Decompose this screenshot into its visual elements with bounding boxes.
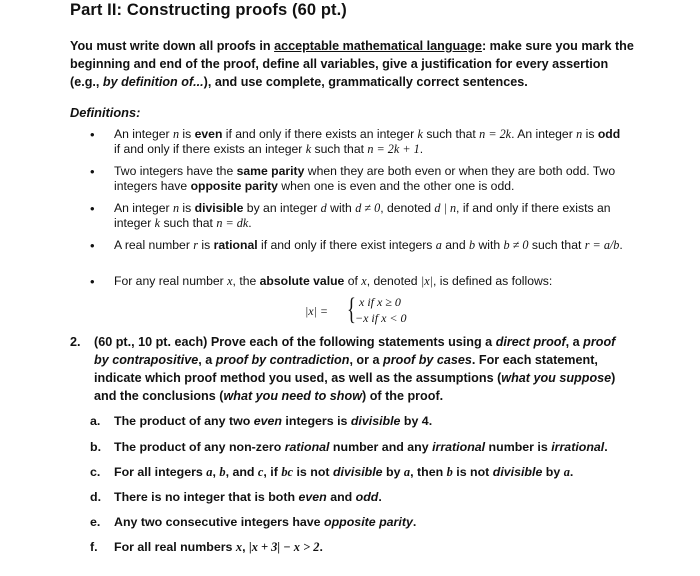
formula-case-negative: −x if x < 0 [355,311,407,325]
definition-rational: • A real number r is rational if and only if there exist integers a and b with b ≠ 0 such that r = a/b. [114,238,626,253]
formula-case-positive: x if x ≥ 0 [359,295,401,309]
absolute-value-formula [305,293,465,329]
instructions-paragraph: You must write down all proofs in acceptable mathematical language: make sure you mark the beginning and end of the proof, define all variables, give a justification for every assertion (e.g., by definition of...), and use complete, grammatically correct sentences. [70,39,634,89]
acceptable-language-link: acceptable mathematical language [274,39,482,53]
definition-parity: • Two integers have the same parity when they are both even or when they are both odd. Two integers have opposite parity when one is even and the other one is odd. [114,164,626,194]
section-title: Part II: Constructing proofs (60 pt.) [70,1,347,19]
formula-lhs: |x| = [305,304,329,318]
definition-divisible: • An integer n is divisible by an integer d with d ≠ 0, denoted d | n, if and only if there exists an integer k such that n = dk. [114,201,626,231]
definition-even-odd: • An integer n is even if and only if there exists an integer k such that n = 2k. An integer n is odd if and only if there exists an integer k such that n = 2k + 1. [114,127,626,157]
definition-absolute-value: • For any real number x, the absolute value of x, denoted |x|, is defined as follows: [114,274,626,289]
left-brace: { [346,291,356,326]
definitions-heading: Definitions: [70,105,141,120]
question-2-prompt: (60 pt., 10 pt. each) Prove each of the following statements using a direct proof, a proof by contrapositive, a proof by contradiction, or a proof by cases. For each statement, indicate which proof method you used, as well as the assumptions (what you suppose) and the conclusions (what you need to show) of the proof. [94,335,616,403]
question-2 [70,333,630,405]
question-number: 2. [70,335,81,349]
